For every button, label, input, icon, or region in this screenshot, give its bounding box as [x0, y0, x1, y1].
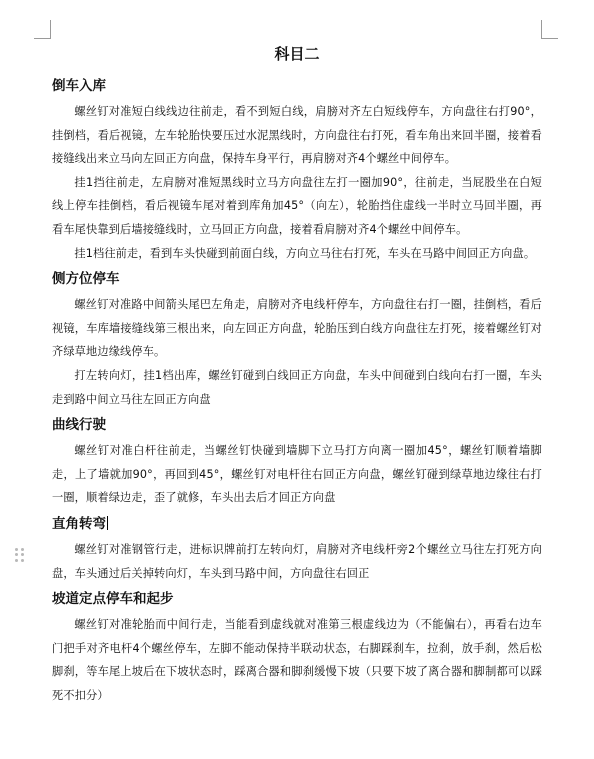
section-heading: 倒车入库: [52, 78, 106, 94]
page-corner-mark: [541, 38, 558, 39]
paragraph: 螺丝钉对准白杆往前走，当螺丝钉快碰到墙脚下立马打方向离一圈加45°，螺丝钉顺着墙脚走，上了墙就加90°，再回到45°，螺丝钉对电杆往右回正方向盘，螺丝钉碰到绿草地边缘往右打一圈，顺着绿边走，歪了就修，车头出去后才回正方向盘: [52, 444, 542, 505]
text-cursor: [107, 516, 108, 530]
section-heading: 侧方位停车: [52, 271, 120, 288]
document-title: 科目二: [274, 45, 320, 63]
section-heading: 直角转弯: [52, 515, 106, 532]
page-corner-mark: [34, 38, 51, 39]
paragraph: 挂1档往前走，看到车头快碰到前面白线，方向立马往右打死，车头在马路中间回正方向盘。: [74, 246, 536, 260]
section-heading: 曲线行驶: [52, 417, 106, 434]
drag-handle-icon[interactable]: [15, 548, 25, 562]
section-heading-with-cursor[interactable]: [52, 510, 542, 538]
paragraph: 螺丝钉对准轮胎而中间行走，当能看到虚线就对准第三根虚线边为（不能偏右），再看右边车门把手对齐电杆4个螺丝停车，左脚不能动保持半联动状态，右脚踩刹车，拉刹，放手刹，然后松脚刹，等车尾上坡后在下坡状态时，踩离合器和脚刹缓慢下坡（只要下坡了离合器和脚制都可以踩死不扣分）: [52, 618, 542, 702]
paragraph: 螺丝钉对准钢管行走，进标识牌前打左转向灯，肩膀对齐电线杆旁2个螺丝立马往左打死方向盘，车头通过后关掉转向灯，车头到马路中间，方向盘往右回正: [52, 542, 542, 580]
paragraph: 螺丝钉对准路中间箭头尾巴左角走，肩膀对齐电线杆停车，方向盘往右打一圈，挂倒档，看后视镜，车库墙接缝线第三根出来，向左回正方向盘，轮胎压到白线方向盘往左打死，接着螺丝钉对齐绿草地边缘线停车。: [52, 298, 542, 359]
paragraph: 螺丝钉对准短白线线边往前走，看不到短白线，肩膀对齐左白短线停车，方向盘往右打90°，挂倒档，看后视镜，左车轮胎快要压过水泥黑线时，方向盘往右打死，看车角出来回半圈，接着看接缝线出来立马向左回正方向盘，保持车身平行，再肩膀对齐4个螺丝中间停车。: [52, 105, 542, 166]
paragraph: 打左转向灯，挂1档出库，螺丝钉碰到白线回正方向盘，车头中间碰到白线向右打一圈，车头走到路中间立马往左回正方向盘: [52, 368, 542, 406]
page-corner-mark: [50, 20, 51, 38]
paragraph: 挂1挡往前走，左肩膀对准短黑线时立马方向盘往左打一圈加90°，往前走，当屁股坐在白短线上停车挂倒档，看后视镜车尾对着到库角加45°（向左），轮胎挡住虚线一半时立马回半圈，再看车尾快靠到后墙接缝线时，立马回正方向盘，接着看肩膀对齐4个螺丝中间停车。: [52, 175, 542, 236]
section-heading: 坡道定点停车和起步: [52, 591, 174, 608]
document-page[interactable]: [52, 42, 542, 707]
page-corner-mark: [541, 20, 542, 38]
